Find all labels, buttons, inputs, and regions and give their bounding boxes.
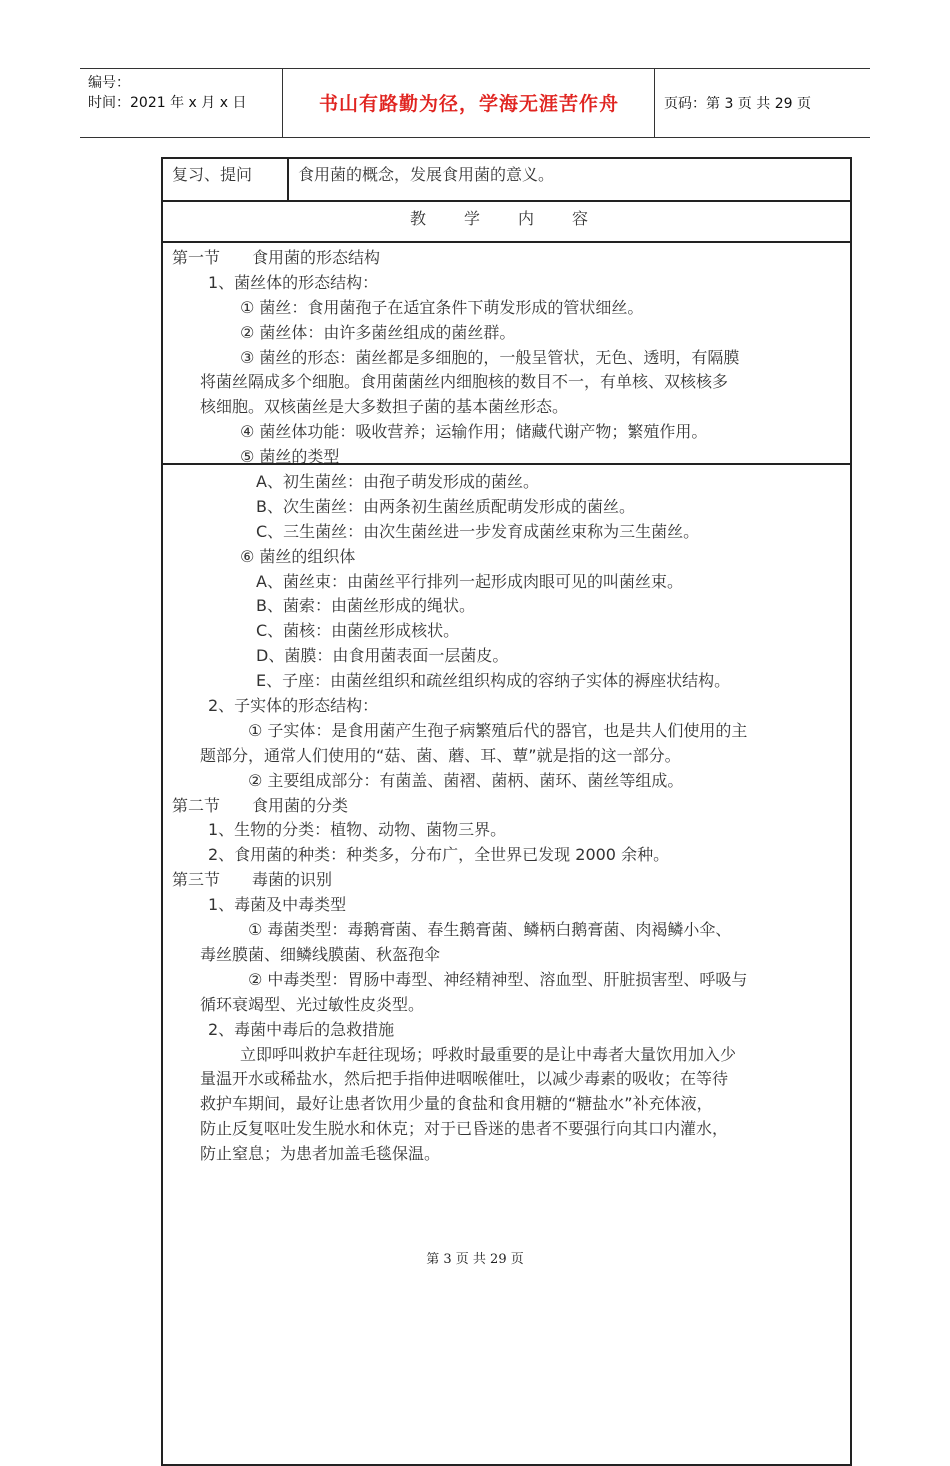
lesson-content	[172, 246, 844, 1167]
subsection-heading: 2、毒菌中毒后的急救措施	[208, 1019, 395, 1039]
header-page-code: 页码：第 3 页 共 29 页	[664, 96, 811, 112]
header-number: 编号：	[88, 75, 130, 91]
paragraph-line: 将菌丝隔成多个细胞。食用菌菌丝内细胞核的数目不一，有单核、双核核多	[200, 372, 729, 392]
header-meta	[88, 73, 246, 113]
paragraph-line: 救护车期间，最好让患者饮用少量的食盐和食用糖的“糖盐水”补充体液，	[200, 1094, 713, 1114]
paragraph-line: 毒丝膜菌、细鳞线膜菌、秋盔孢伞	[200, 944, 441, 964]
list-item: ② 主要组成部分：有菌盖、菌褶、菌柄、菌环、菌丝等组成。	[248, 770, 684, 790]
subsection-heading: 1、菌丝体的形态结构：	[208, 272, 379, 292]
subsection-heading: 1、生物的分类：植物、动物、菌物三界。	[208, 820, 507, 840]
header-divider	[654, 69, 655, 137]
paragraph-line: 立即呼叫救护车赶往现场；呼救时最重要的是让中毒者大量饮用加入少	[240, 1044, 737, 1064]
section-heading: 第一节 食用菌的形态结构	[172, 248, 381, 267]
paragraph-line: 防止反复呕吐发生脱水和休克；对于已昏迷的患者不要强行向其口内灌水，	[200, 1119, 729, 1139]
list-item: C、三生菌丝：由次生菌丝进一步发育成菌丝束称为三生菌丝。	[256, 521, 700, 541]
section-heading: 第二节 食用菌的分类	[172, 795, 349, 815]
table-border	[161, 157, 852, 159]
table-border	[850, 463, 852, 1466]
list-item: ⑤ 菌丝的类型	[240, 447, 340, 467]
list-item: A、初生菌丝：由孢子萌发形成的菌丝。	[256, 472, 539, 492]
header-time: 时间：2021 年 x 月 x 日	[88, 95, 247, 111]
list-item: ① 子实体：是食用菌产生孢子病繁殖后代的器官，也是共人们使用的主	[248, 720, 748, 740]
list-item: ② 菌丝体：由许多菌丝组成的菌丝群。	[240, 322, 516, 342]
list-item: C、菌核：由菌丝形成核状。	[256, 621, 460, 641]
list-item: E、子座：由菌丝组织和疏丝组织构成的容纳子实体的褥座状结构。	[256, 671, 731, 691]
table-border	[161, 463, 163, 1466]
header-motto: 书山有路勤为径，学海无涯苦作舟	[318, 93, 619, 115]
list-item: ④ 菌丝体功能：吸收营养；运输作用；储藏代谢产物；繁殖作用。	[240, 422, 708, 442]
list-item: B、次生菌丝：由两条初生菌丝质配萌发形成的菌丝。	[256, 496, 635, 516]
table-border	[287, 157, 289, 201]
paragraph-line: 循环衰竭型、光过敏性皮炎型。	[200, 994, 425, 1014]
table-border	[850, 157, 852, 465]
paragraph-line: 防止窒息；为患者加盖毛毯保温。	[200, 1144, 441, 1164]
subsection-heading: 1、毒菌及中毒类型	[208, 895, 347, 915]
page-footer: 第 3 页 共 29 页	[426, 1252, 524, 1267]
subsection-heading: 2、食用菌的种类：种类多，分布广，全世界已发现 2000 余种。	[208, 845, 670, 865]
list-item: ③ 菌丝的形态：菌丝都是多细胞的，一般呈管状，无色、透明，有隔膜	[240, 347, 740, 367]
paragraph-line: 量温开水或稀盐水，然后把手指伸进咽喉催吐，以减少毒素的吸收；在等待	[200, 1069, 729, 1089]
paragraph-line: 题部分，通常人们使用的“菇、菌、蘑、耳、蕈”就是指的这一部分。	[200, 745, 681, 765]
list-item: ⑥ 菌丝的组织体	[240, 546, 356, 566]
table-border	[161, 241, 852, 243]
list-item: ② 中毒类型：胃肠中毒型、神经精神型、溶血型、肝脏损害型、呼吸与	[248, 969, 748, 989]
list-item: A、菌丝束：由菌丝平行排列一起形成肉眼可见的叫菌丝束。	[256, 571, 683, 591]
list-item: B、菌索：由菌丝形成的绳状。	[256, 596, 475, 616]
table-border	[161, 200, 852, 202]
list-item: D、菌膜：由食用菌表面一层菌皮。	[256, 646, 509, 666]
page-header	[80, 68, 870, 138]
header-divider	[282, 69, 283, 137]
review-content: 食用菌的概念，发展食用菌的意义。	[298, 165, 555, 184]
list-item: ① 毒菌类型：毒鹅膏菌、春生鹅膏菌、鳞柄白鹅膏菌、肉褐鳞小伞、	[248, 920, 732, 940]
section-heading: 第三节 毒菌的识别	[172, 870, 333, 890]
content-heading: 教 学 内 容	[410, 209, 591, 228]
list-item: ① 菌丝：食用菌孢子在适宜条件下萌发形成的管状细丝。	[240, 297, 644, 317]
paragraph-line: 核细胞。双核菌丝是大多数担子菌的基本菌丝形态。	[200, 397, 569, 417]
subsection-heading: 2、子实体的形态结构：	[208, 696, 379, 716]
table-border	[161, 157, 163, 465]
review-label: 复习、提问	[172, 165, 253, 184]
